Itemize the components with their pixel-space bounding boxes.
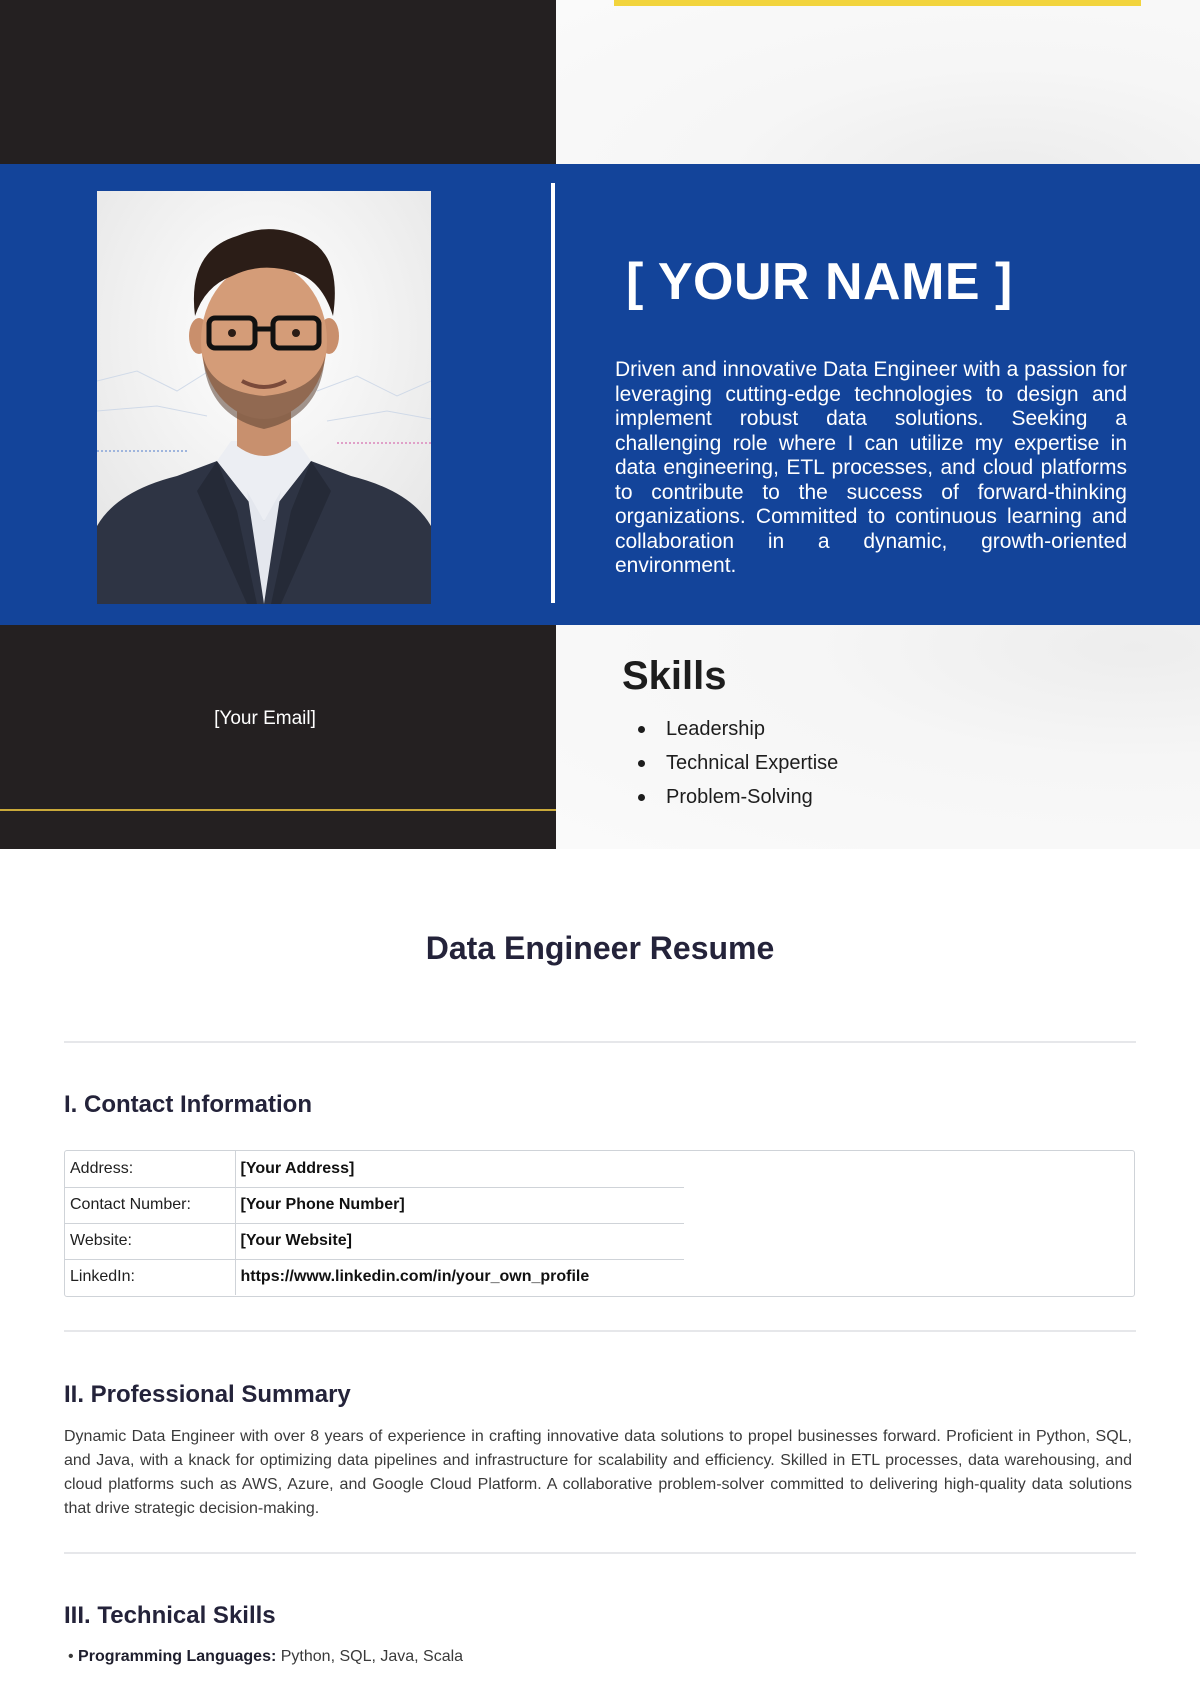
- intro-paragraph: Driven and innovative Data Engineer with a passion for leveraging cutting-edge technologies to design and implement robust data solutions. Seeking a challenging role where I can utilize my expertise in data engineering, ETL processes, and cloud platforms to contribute to the success of forward-thinking organizations. Committed to continuous learning and collaboration in a dynamic, growth-oriented environment.: [615, 358, 1127, 577]
- technical-skills-heading: III. Technical Skills: [64, 1602, 276, 1629]
- skill-item: Leadership: [622, 712, 838, 746]
- vertical-divider: [551, 183, 555, 603]
- skills-heading: Skills: [622, 654, 727, 698]
- list-item: • Programming Languages: Python, SQL, Java, Scala: [68, 1648, 464, 1665]
- tech-skill-value: Python, SQL, Java, Scala: [280, 1648, 464, 1665]
- header-light-panel: [556, 0, 1200, 164]
- contact-dark-panel: [0, 625, 556, 849]
- contact-value: [Your Address]: [240, 1159, 355, 1177]
- contact-label: Website:: [65, 1223, 235, 1259]
- contact-table: [64, 1150, 1135, 1297]
- contact-label: Contact Number:: [65, 1187, 235, 1223]
- skill-item: Technical Expertise: [622, 746, 838, 780]
- profile-photo: [97, 191, 431, 604]
- skill-item: Problem-Solving: [622, 780, 838, 814]
- divider: [64, 1552, 1136, 1554]
- email-text: [Your Email]: [214, 708, 316, 729]
- resume-hero: [0, 0, 1200, 849]
- header-dark-panel: [0, 0, 556, 164]
- contact-value: [Your Phone Number]: [235, 1187, 684, 1223]
- table-row: [65, 1259, 684, 1295]
- contact-heading: I. Contact Information: [64, 1091, 312, 1118]
- table-row: [65, 1223, 684, 1259]
- contact-label: LinkedIn:: [65, 1259, 235, 1295]
- contact-value: [Your Website]: [235, 1223, 684, 1259]
- skills-list: [622, 712, 838, 814]
- candidate-name: [ YOUR NAME ]: [626, 253, 1013, 311]
- divider: [64, 1041, 1136, 1043]
- linkedin-link[interactable]: https://www.linkedin.com/in/your_own_profile: [235, 1259, 684, 1295]
- table-row: [65, 1151, 684, 1187]
- table-row: [65, 1187, 684, 1223]
- gold-divider: [0, 809, 556, 811]
- summary-paragraph: Dynamic Data Engineer with over 8 years of experience in crafting innovative data solutions to propel businesses forward. Proficient in Python, SQL, and Java, with a knack for optimizing data pipelines and infrastructure for scalability and efficiency. Skilled in ETL processes, data warehousing, and cloud platforms such as AWS, Azure, and Google Cloud Platform. A collaborative problem-solver committed to delivering high-quality data solutions that drive strategic decision-making.: [64, 1428, 1132, 1517]
- tech-skill-label: Programming Languages:: [78, 1648, 277, 1665]
- document-title: Data Engineer Resume: [425, 930, 775, 966]
- summary-heading: II. Professional Summary: [64, 1381, 351, 1408]
- portrait-illustration: [97, 191, 431, 604]
- divider: [64, 1330, 1136, 1332]
- contact-label: Address:: [65, 1151, 235, 1187]
- accent-bar: [614, 0, 1141, 6]
